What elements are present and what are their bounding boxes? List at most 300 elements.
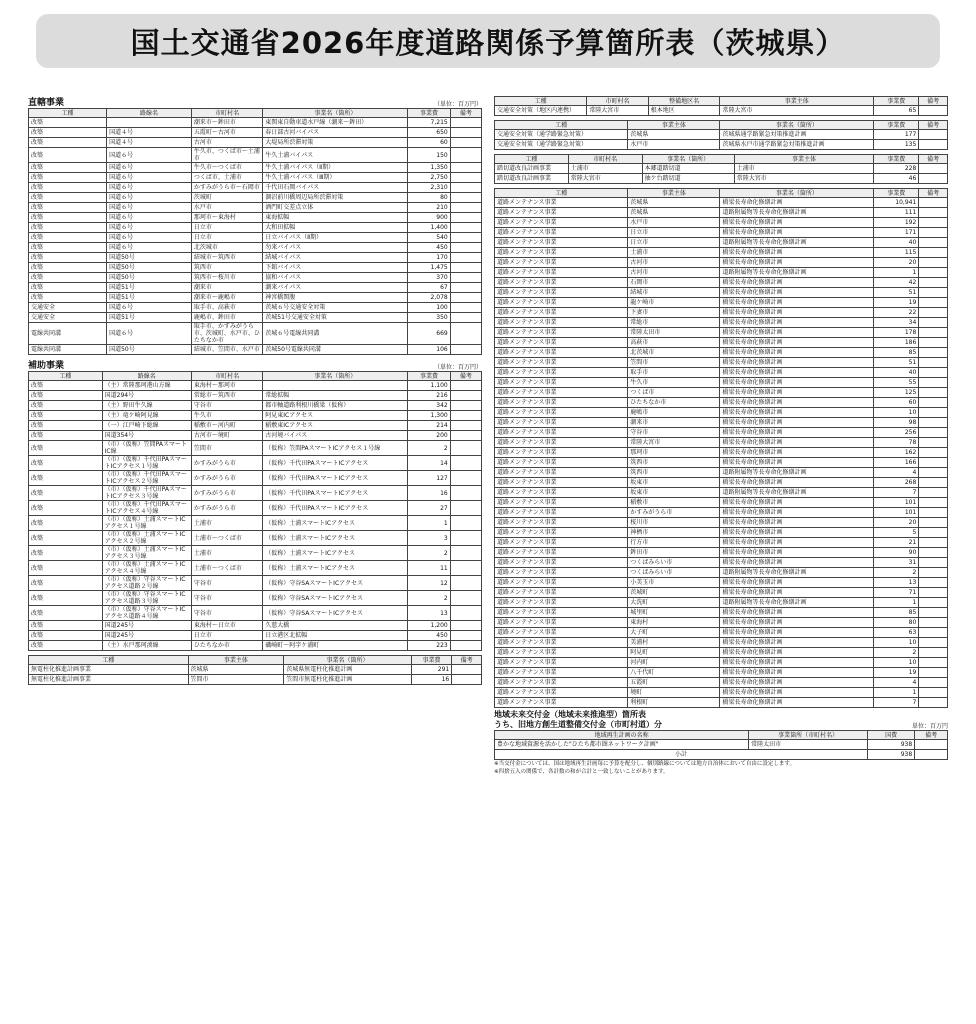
table-cell	[919, 106, 948, 116]
table-cell	[919, 648, 948, 658]
table-cell: 高萩市	[628, 338, 720, 348]
table-cell: 道路メンテナンス事業	[495, 478, 628, 488]
table-cell: 笠間市	[628, 358, 720, 368]
table-cell: 牛久市	[191, 411, 262, 421]
table-cell: 茨城６号交通安全対策	[263, 303, 408, 313]
table-cell: 常陸太田市	[628, 328, 720, 338]
table-cell	[919, 578, 948, 588]
table-cell	[919, 140, 948, 150]
table-cell: 127	[408, 471, 450, 486]
table-cell: 阿見町	[628, 648, 720, 658]
table-cell: 水戸市	[628, 218, 720, 228]
table-cell: 鹿嶋市、鉾田市	[191, 313, 262, 323]
table-row	[29, 531, 482, 546]
table-row	[29, 675, 482, 685]
table-cell: 道路メンテナンス事業	[495, 228, 628, 238]
table-cell	[450, 273, 481, 283]
table-cell: 水戸市	[191, 203, 262, 213]
table-cell: 道路メンテナンス事業	[495, 408, 628, 418]
table-cell: 牛久土浦バイパス	[263, 148, 408, 163]
title-banner	[36, 14, 940, 68]
table-cell	[919, 228, 948, 238]
hojo-table	[28, 371, 482, 651]
table-cell: 橋梁長寿命化修繕計画	[720, 368, 874, 378]
table-row	[29, 401, 482, 411]
table-cell: （仮称）守谷SAスマートICアクセス	[263, 606, 408, 621]
table-cell: 900	[408, 213, 450, 223]
table-cell: 牛久市	[628, 378, 720, 388]
table-cell	[919, 298, 948, 308]
maint-header-cell: 事業主体	[628, 189, 720, 198]
table-cell: 道路附属物等長寿命化修繕計画	[720, 568, 874, 578]
table-cell	[919, 408, 948, 418]
table-cell: 橋梁長寿命化修繕計画	[720, 668, 874, 678]
table-cell: 笠間市	[191, 441, 262, 456]
table-cell: 千代田石岡バイパス	[263, 183, 408, 193]
table-cell: 道路メンテナンス事業	[495, 488, 628, 498]
table-cell: 1,100	[408, 381, 450, 391]
table-cell: （市）（仮称）守谷スマートICアクセス道路３号線	[102, 591, 191, 606]
table-cell	[107, 118, 192, 128]
table-row	[495, 278, 948, 288]
table-cell: 日立港区北拡幅	[263, 631, 408, 641]
fumikiri-header-cell: 市町村名	[568, 155, 642, 164]
table-cell: 道路附属物等長寿命化修繕計画	[720, 268, 874, 278]
table-cell: 土浦市	[628, 248, 720, 258]
table-cell: 橋梁長寿命化修繕計画	[720, 538, 874, 548]
table-cell: 守谷市	[191, 401, 262, 411]
table-cell: 道路メンテナンス事業	[495, 308, 628, 318]
table-cell: 162	[874, 448, 919, 458]
koutsuu1-header-cell: 事業主体	[720, 97, 874, 106]
table-cell: 土浦市～つくば市	[191, 561, 262, 576]
table-cell: 13	[874, 578, 919, 588]
table-cell: 道路附属物等長寿命化修繕計画	[720, 468, 874, 478]
table-row	[29, 203, 482, 213]
table-cell: 橋梁長寿命化修繕計画	[720, 338, 874, 348]
table-cell: 橋梁長寿命化修繕計画	[720, 678, 874, 688]
table-cell: 橋梁長寿命化修繕計画	[720, 618, 874, 628]
table-cell	[919, 328, 948, 338]
chokkatsu-header-cell: 路線名	[107, 109, 192, 118]
table-cell: 橋梁長寿命化修繕計画	[720, 248, 874, 258]
table-cell: 結城市	[628, 288, 720, 298]
table-cell: 道路メンテナンス事業	[495, 588, 628, 598]
table-cell: （市）（仮称）土浦スマートICアクセス４号線	[102, 561, 191, 576]
table-cell	[450, 471, 481, 486]
table-cell: 茨城６号電線共同溝	[263, 323, 408, 345]
table-cell: 改築	[29, 223, 107, 233]
table-cell: 電線共同溝	[29, 323, 107, 345]
table-cell	[919, 598, 948, 608]
table-cell: 道路メンテナンス事業	[495, 678, 628, 688]
table-cell: （主）竜ケ崎阿見線	[102, 411, 191, 421]
table-cell: つくば市	[628, 388, 720, 398]
chiiki-header-cell: 備考	[915, 731, 948, 740]
koutsuu1-table	[494, 96, 948, 116]
table-cell: 60	[874, 398, 919, 408]
table-cell: （主）水戸那珂湊線	[102, 641, 191, 651]
table-cell: 改築	[29, 576, 103, 591]
table-cell: 守谷市	[191, 606, 262, 621]
table-cell: 道路メンテナンス事業	[495, 518, 628, 528]
table-cell: 稲敷市	[628, 498, 720, 508]
table-cell: 2	[408, 591, 450, 606]
table-cell	[919, 130, 948, 140]
table-cell	[450, 233, 481, 243]
table-row	[29, 253, 482, 263]
table-cell	[450, 431, 481, 441]
table-cell: 63	[874, 628, 919, 638]
table-cell: 13	[408, 606, 450, 621]
table-row	[495, 288, 948, 298]
table-cell: 神宮橋関腹	[263, 293, 408, 303]
table-row	[29, 501, 482, 516]
table-cell: 茨城51号交通安全対策	[263, 313, 408, 323]
table-cell: 道路メンテナンス事業	[495, 298, 628, 308]
table-cell: 938	[868, 740, 915, 750]
table-cell	[919, 458, 948, 468]
table-cell: 橋梁長寿命化修繕計画	[720, 398, 874, 408]
table-cell: 道路メンテナンス事業	[495, 318, 628, 328]
table-cell	[450, 441, 481, 456]
table-cell: 350	[408, 313, 450, 323]
table-cell	[919, 448, 948, 458]
table-cell: 橋梁長寿命化修繕計画	[720, 628, 874, 638]
table-cell	[915, 740, 948, 750]
table-cell: 潮来市～鉾田市	[191, 118, 262, 128]
table-cell: 21	[874, 538, 919, 548]
table-cell: 潮来市	[628, 418, 720, 428]
table-cell: 国道４号	[107, 138, 192, 148]
table-cell: 111	[874, 208, 919, 218]
table-cell: 牛久土浦バイパス（Ⅲ期）	[263, 173, 408, 183]
table-row	[495, 438, 948, 448]
table-cell: 道路メンテナンス事業	[495, 358, 628, 368]
table-cell: 牛久市、つくば市～土浦市	[191, 148, 262, 163]
table-row	[29, 303, 482, 313]
table-cell	[919, 478, 948, 488]
table-cell	[450, 283, 481, 293]
table-row	[29, 576, 482, 591]
mudenchu-header-cell: 工種	[29, 656, 189, 665]
table-cell: 橋梁長寿命化修繕計画	[720, 648, 874, 658]
table-cell	[450, 193, 481, 203]
table-cell: 道路メンテナンス事業	[495, 198, 628, 208]
table-cell: 道路メンテナンス事業	[495, 498, 628, 508]
table-row	[495, 208, 948, 218]
table-cell: （市）（仮称）守谷スマートICアクセス道路４号線	[102, 606, 191, 621]
table-cell: 10	[874, 408, 919, 418]
maint-header-cell: 事業名（箇所）	[720, 189, 874, 198]
table-cell	[450, 345, 481, 355]
table-cell	[919, 438, 948, 448]
table-cell	[450, 253, 481, 263]
table-row	[29, 546, 482, 561]
table-cell: 抽ケ台踏切道	[642, 174, 734, 184]
table-row	[495, 598, 948, 608]
table-cell: 橋梁長寿命化修繕計画	[720, 218, 874, 228]
koutsuu2-header-cell: 備考	[919, 121, 948, 130]
table-cell	[450, 381, 481, 391]
table-cell: 道路メンテナンス事業	[495, 688, 628, 698]
chiiki-title-1: 地域未来交付金（地域未来推進型）箇所表	[494, 710, 646, 719]
table-cell: 茨城県水戸市通学路緊急対策推進計画	[720, 140, 874, 150]
table-row	[495, 338, 948, 348]
fumikiri-table	[494, 154, 948, 184]
table-cell: 道路メンテナンス事業	[495, 398, 628, 408]
table-cell: 橋梁長寿命化修繕計画	[720, 408, 874, 418]
table-cell: 道路附属物等長寿命化修繕計画	[720, 488, 874, 498]
table-row	[495, 448, 948, 458]
table-cell: 北茨城市	[191, 243, 262, 253]
table-cell: 橋梁長寿命化修繕計画	[720, 588, 874, 598]
table-cell	[919, 468, 948, 478]
table-cell: 常総市～筑西市	[191, 391, 262, 401]
table-row	[29, 148, 482, 163]
table-cell	[450, 591, 481, 606]
table-cell: 20	[874, 258, 919, 268]
table-cell: 土浦市	[734, 164, 873, 174]
table-cell: 交通安全対策（地区内連携）	[495, 106, 587, 116]
table-cell: （仮称）守谷SAスマートICアクセス	[263, 591, 408, 606]
table-cell: 常総拡幅	[263, 391, 408, 401]
table-cell: 交通安全	[29, 303, 107, 313]
table-cell: （仮称）千代田PAスマートICアクセス	[263, 471, 408, 486]
table-row	[495, 258, 948, 268]
table-cell: 改築	[29, 641, 103, 651]
table-cell: 55	[874, 378, 919, 388]
table-cell: 神栖市	[628, 528, 720, 538]
koutsuu1-header-cell: 市町村名	[587, 97, 648, 106]
table-cell: 常陸大宮市	[734, 174, 873, 184]
fumikiri-header-cell: 事業名（箇所）	[642, 155, 734, 164]
table-cell	[450, 148, 481, 163]
table-cell: 101	[874, 498, 919, 508]
table-cell	[919, 428, 948, 438]
table-cell: 守谷市	[628, 428, 720, 438]
table-cell: 改築	[29, 138, 107, 148]
table-cell: 踏切道改良計画事業	[495, 164, 569, 174]
table-cell: 1	[874, 598, 919, 608]
table-cell: 結城バイパス	[263, 253, 408, 263]
table-cell: 34	[874, 318, 919, 328]
table-cell	[919, 508, 948, 518]
table-cell: 橋梁長寿命化修繕計画	[720, 458, 874, 468]
table-cell: 茨城県	[188, 665, 284, 675]
table-row	[495, 478, 948, 488]
table-cell: かすみがうら市	[191, 471, 262, 486]
table-cell: 茨城町	[628, 588, 720, 598]
table-cell: 改築	[29, 431, 103, 441]
table-cell: 道路メンテナンス事業	[495, 638, 628, 648]
note-1: ※当交付金については、国は地域再生計画毎に予算を配分し、個別路線については地方自治体において自由に設定します。	[494, 761, 795, 767]
table-cell: 改築	[29, 516, 103, 531]
table-row	[495, 388, 948, 398]
table-cell: 7	[874, 488, 919, 498]
table-row	[495, 318, 948, 328]
table-cell	[919, 258, 948, 268]
table-cell: 改築	[29, 486, 103, 501]
table-row	[29, 313, 482, 323]
table-cell: 道路メンテナンス事業	[495, 268, 628, 278]
table-cell	[450, 421, 481, 431]
table-cell: 酒門町交差点立体	[263, 203, 408, 213]
table-cell	[919, 308, 948, 318]
table-row	[495, 668, 948, 678]
table-cell	[919, 288, 948, 298]
table-row	[29, 641, 482, 651]
table-cell: 192	[874, 218, 919, 228]
table-cell: 筑西市	[628, 468, 720, 478]
table-cell: 日立バイパス（Ⅱ期）	[263, 233, 408, 243]
table-cell	[919, 208, 948, 218]
table-cell: 46	[874, 174, 919, 184]
table-row	[495, 198, 948, 208]
table-cell: 都市軸道路利根川橋梁（仮称）	[263, 401, 408, 411]
koutsuu2-header-cell: 事業名（箇所）	[720, 121, 874, 130]
table-cell: 国道354号	[102, 431, 191, 441]
table-cell: 改築	[29, 531, 103, 546]
table-row	[495, 368, 948, 378]
table-cell: 210	[408, 203, 450, 213]
table-cell: 鹿嶋市	[628, 408, 720, 418]
table-cell: 橋梁長寿命化修繕計画	[720, 228, 874, 238]
table-cell	[450, 561, 481, 576]
table-cell	[919, 378, 948, 388]
table-cell: 東海村～日立市	[191, 621, 262, 631]
table-cell: 40	[874, 238, 919, 248]
table-cell	[450, 118, 481, 128]
table-row	[29, 431, 482, 441]
maint-header-cell: 備考	[919, 189, 948, 198]
table-cell: 65	[874, 106, 919, 116]
table-cell: 7,215	[408, 118, 450, 128]
table-row	[495, 638, 948, 648]
table-cell: 橋梁長寿命化修繕計画	[720, 638, 874, 648]
table-cell: 坂東市	[628, 478, 720, 488]
table-cell: 国道４号	[107, 128, 192, 138]
table-cell: 国道６号	[107, 323, 192, 345]
table-cell: 1,475	[408, 263, 450, 273]
table-cell: 美浦村	[628, 638, 720, 648]
table-row	[29, 193, 482, 203]
chiiki-header-cell: 国費	[868, 731, 915, 740]
table-cell: 守谷市	[191, 576, 262, 591]
table-cell: 改築	[29, 183, 107, 193]
table-cell: 国道245号	[102, 621, 191, 631]
table-row	[29, 471, 482, 486]
table-cell: 結城市～筑西市	[191, 253, 262, 263]
table-cell: 改築	[29, 471, 103, 486]
table-cell: 笠間市	[188, 675, 284, 685]
table-cell: 橋梁長寿命化修繕計画	[720, 298, 874, 308]
table-row	[29, 323, 482, 345]
table-cell: 坂東市	[628, 488, 720, 498]
table-cell	[919, 174, 948, 184]
chokkatsu-header-cell: 市町村名	[191, 109, 262, 118]
table-cell: 国道６号	[107, 183, 192, 193]
table-cell: 51	[874, 358, 919, 368]
table-cell: 勿来バイパス	[263, 243, 408, 253]
table-row	[29, 561, 482, 576]
table-row	[29, 345, 482, 355]
maint-header-cell: 工種	[495, 189, 628, 198]
table-cell: 道路メンテナンス事業	[495, 658, 628, 668]
table-cell: 342	[408, 401, 450, 411]
table-cell	[450, 213, 481, 223]
table-cell: 東海村～那珂市	[191, 381, 262, 391]
fumikiri-header-cell: 備考	[919, 155, 948, 164]
table-cell: 国道６号	[107, 163, 192, 173]
table-row	[29, 223, 482, 233]
table-row	[495, 488, 948, 498]
table-cell: 改築	[29, 411, 103, 421]
table-cell: 256	[874, 428, 919, 438]
table-cell: 道路メンテナンス事業	[495, 528, 628, 538]
table-cell: 稲敷市～河内町	[191, 421, 262, 431]
table-cell	[919, 358, 948, 368]
table-cell: 大和田拡幅	[263, 223, 408, 233]
table-cell: （市）（仮称）土浦スマートICアクセス１号線	[102, 516, 191, 531]
table-cell	[452, 675, 482, 685]
table-cell: 125	[874, 388, 919, 398]
table-cell: 結城市、笠間市、水戸市	[191, 345, 262, 355]
table-cell	[919, 548, 948, 558]
koutsuu1-header-cell: 備考	[919, 97, 948, 106]
table-cell: 150	[408, 148, 450, 163]
table-cell: つくばみらい市	[628, 568, 720, 578]
table-cell	[919, 488, 948, 498]
table-cell: 450	[408, 631, 450, 641]
table-row	[495, 558, 948, 568]
table-cell: 久慈大橋	[263, 621, 408, 631]
table-cell: 51	[874, 288, 919, 298]
table-cell: 常陸大宮市	[720, 106, 874, 116]
table-cell: 改築	[29, 283, 107, 293]
table-row	[495, 408, 948, 418]
table-cell: 本郷道踏切道	[642, 164, 734, 174]
table-row	[495, 618, 948, 628]
table-row	[495, 518, 948, 528]
koutsuu2-header-cell: 事業費	[874, 121, 919, 130]
table-cell: 改築	[29, 148, 107, 163]
table-cell	[919, 218, 948, 228]
table-cell: 潮来バイパス	[263, 283, 408, 293]
table-cell	[450, 173, 481, 183]
hojo-title: 補助事業	[28, 361, 65, 371]
table-cell: 道路メンテナンス事業	[495, 558, 628, 568]
table-row	[29, 273, 482, 283]
table-cell	[450, 323, 481, 345]
table-cell	[919, 278, 948, 288]
chokkatsu-title: 直轄事業	[28, 98, 65, 108]
table-cell	[919, 608, 948, 618]
table-cell: 改築	[29, 421, 103, 431]
table-row	[495, 688, 948, 698]
chiiki-header-cell: 事業箇所（市町村名）	[749, 731, 868, 740]
table-cell: 268	[874, 478, 919, 488]
table-row	[495, 568, 948, 578]
table-cell: 稲敷東ICアクセス	[263, 421, 408, 431]
table-row	[29, 411, 482, 421]
table-cell: 669	[408, 323, 450, 345]
table-row	[29, 665, 482, 675]
table-cell: 潮来市～鹿嶋市	[191, 293, 262, 303]
table-cell: （仮称）笠間PAスマートICアクセス１号線	[263, 441, 408, 456]
table-cell: 五霞町～古河市	[191, 128, 262, 138]
table-cell	[919, 398, 948, 408]
